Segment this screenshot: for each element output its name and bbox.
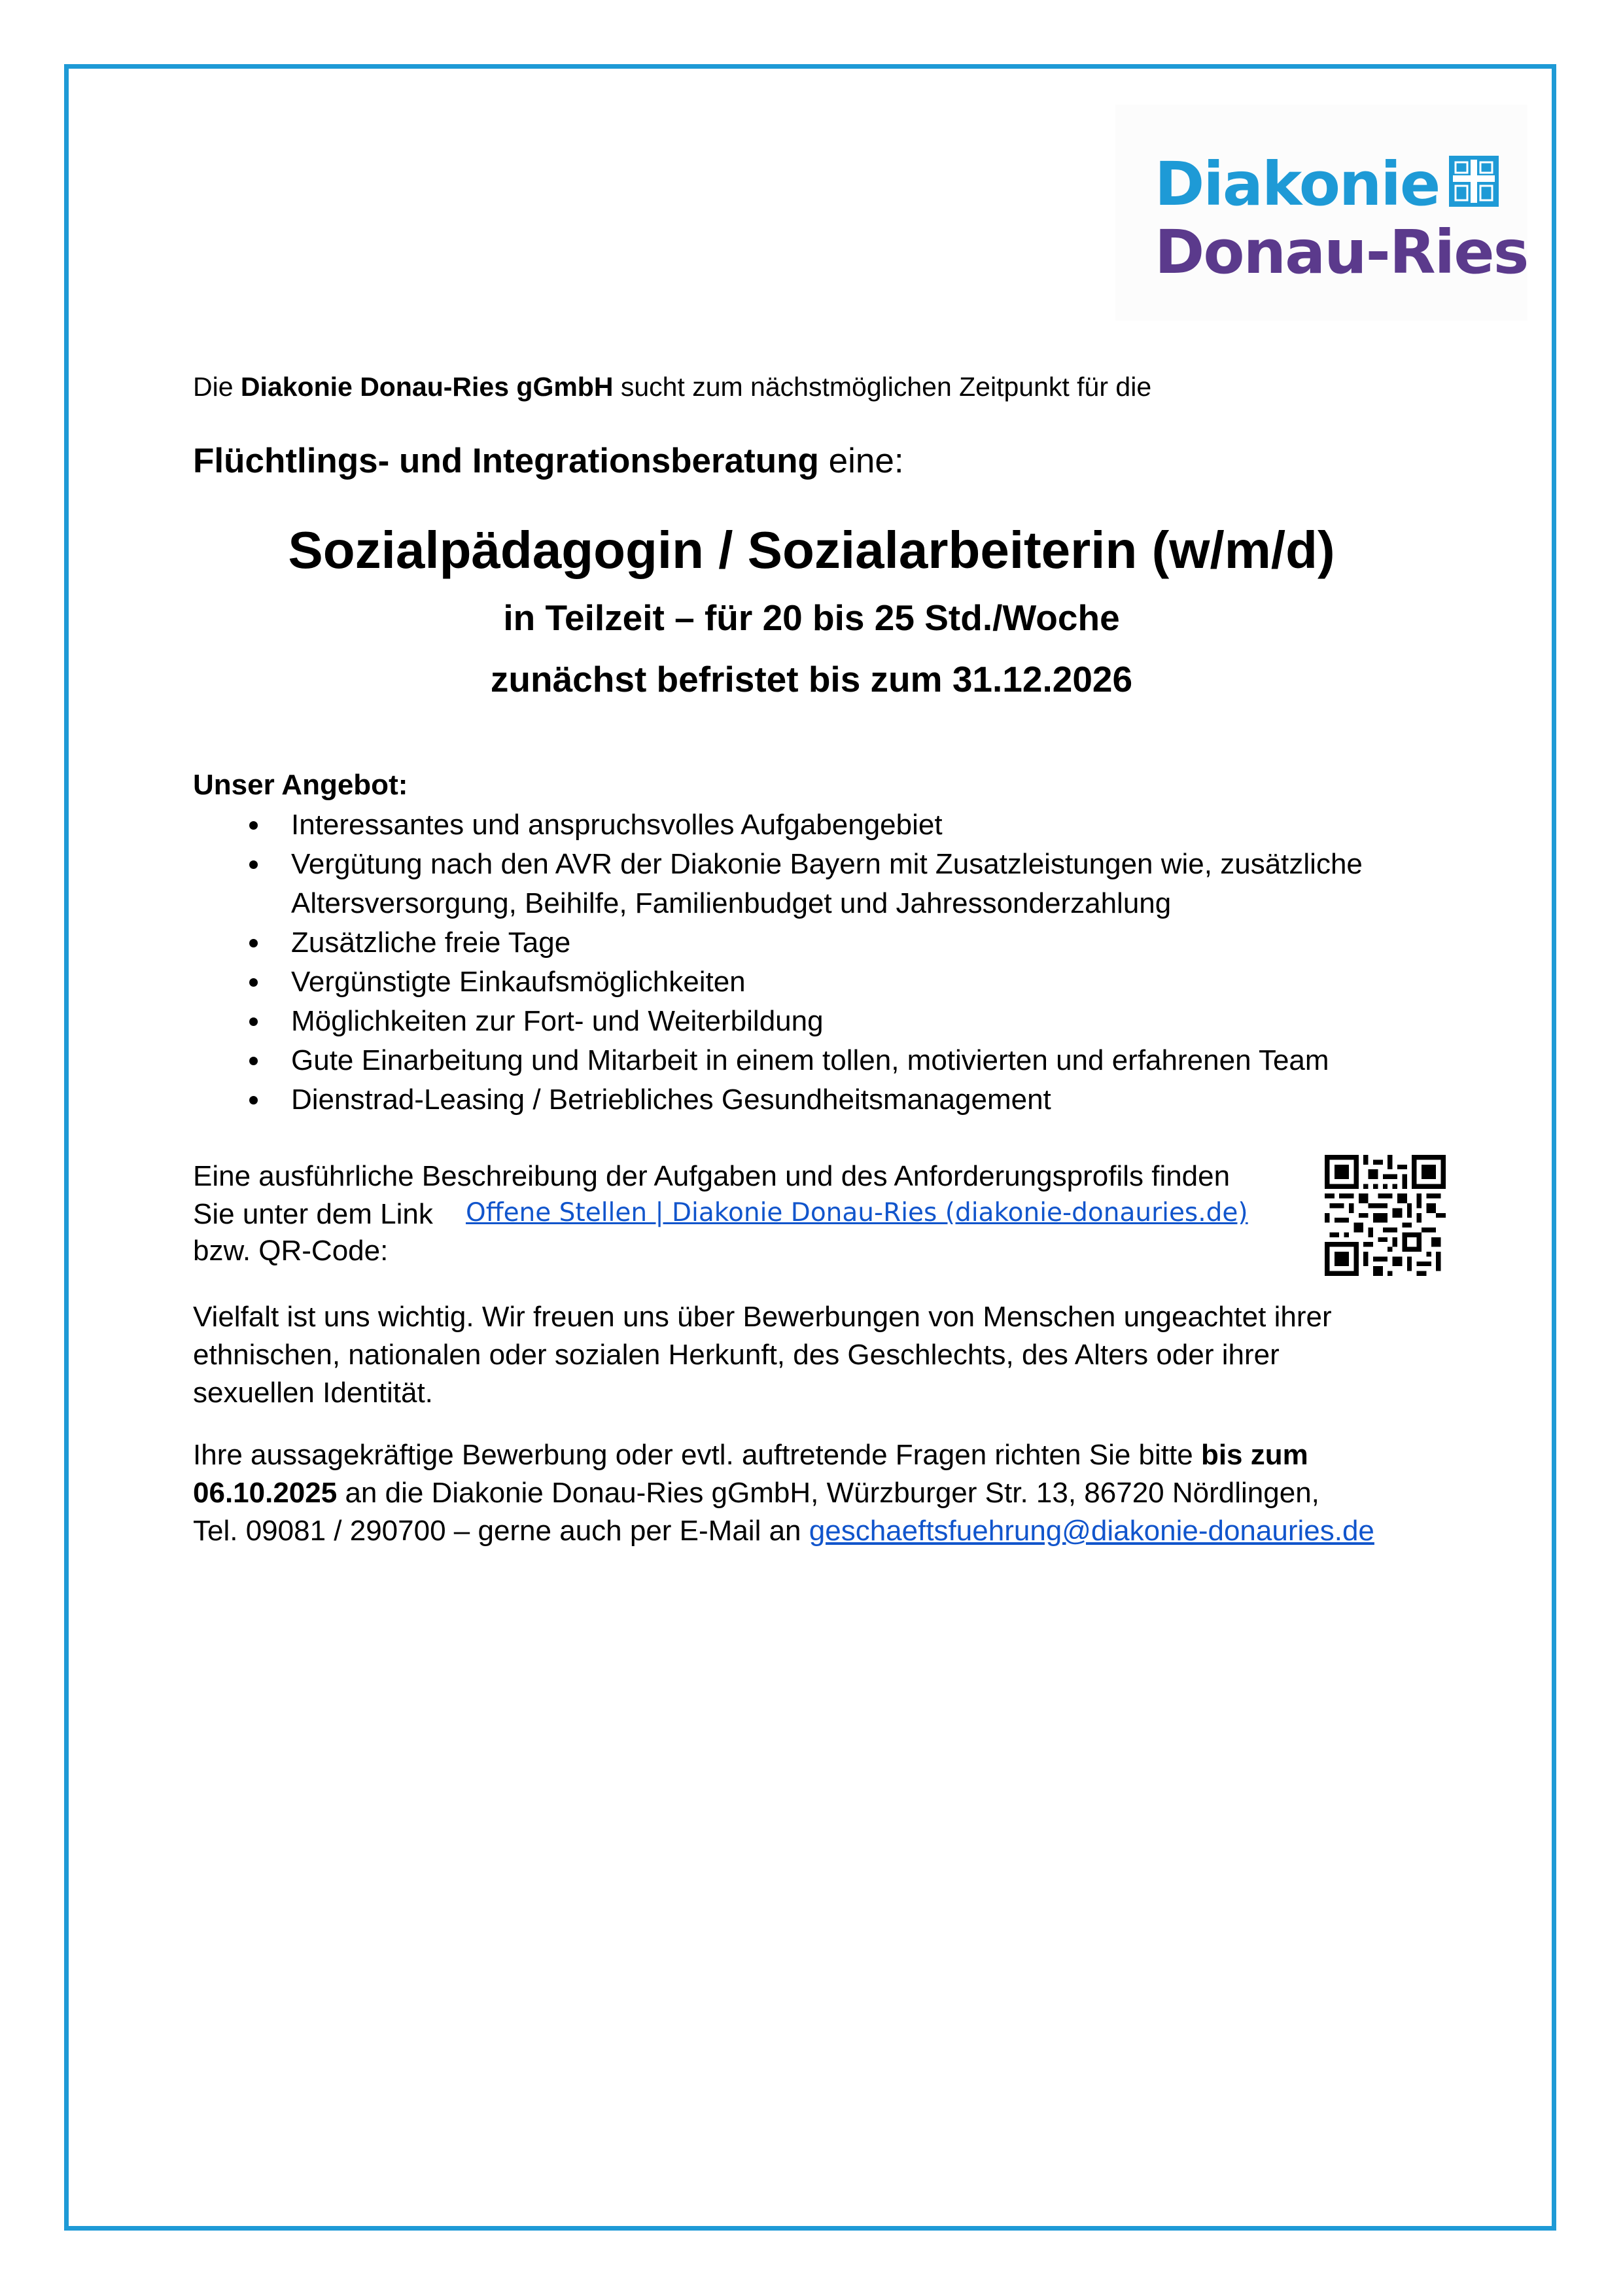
application-text: Ihre aussagekräftige Bewerbung oder evtl. auftretende Fragen richten Sie bitte (193, 1439, 1201, 1471)
offer-heading: Unser Angebot: (193, 769, 408, 801)
email-link[interactable]: geschaeftsfuehrung@diakonie-donauries.de (809, 1515, 1374, 1547)
diversity-line: sexuellen Identität. (193, 1377, 433, 1409)
list-item (193, 805, 1449, 845)
department-line (193, 441, 904, 481)
diversity-line: Vielfalt ist uns wichtig. Wir freuen uns über Bewerbungen von Menschen ungeachtet ihrer (193, 1301, 1332, 1333)
description-line-2: Sie unter dem Link (193, 1198, 433, 1230)
bullet-icon (249, 1096, 258, 1104)
offer-item-text: Zusätzliche freie Tage (291, 927, 571, 959)
intro-suffix: sucht zum nächstmöglichen Zeitpunkt für die (613, 372, 1152, 402)
job-offers-link[interactable]: Offene Stellen | Diakonie Donau-Ries (diakonie-donauries.de) (466, 1198, 1248, 1227)
list-item (193, 923, 1449, 963)
logo-line-1: Diakonie (1155, 149, 1440, 219)
logo-line-2: Donau-Ries (1155, 217, 1528, 287)
description-line-3: bzw. QR-Code: (193, 1235, 389, 1267)
intro-prefix: Die (193, 372, 241, 402)
list-item (193, 963, 1449, 1002)
offer-item-text: Altersversorgung, Beihilfe, Familienbudget und Jahressonderzahlung (291, 887, 1172, 919)
diversity-line: ethnischen, nationalen oder sozialen Herkunft, des Geschlechts, des Alters oder ihrer (193, 1339, 1280, 1371)
application-deadline-prefix: bis zum (1200, 1439, 1308, 1471)
job-title: Sozialpädagogin / Sozialarbeiterin (w/m/d) (288, 521, 1335, 579)
offer-list (193, 805, 1449, 1120)
list-item (193, 1041, 1449, 1080)
department-name: Flüchtlings- und Integrationsberatung (193, 442, 819, 480)
description-line-1: Eine ausführliche Beschreibung der Aufgaben und des Anforderungsprofils finden (193, 1160, 1230, 1192)
diakonie-cross-icon (1449, 156, 1499, 207)
offer-item-text: Möglichkeiten zur Fort- und Weiterbildung (291, 1005, 824, 1037)
list-item (193, 1080, 1449, 1120)
bullet-icon (249, 821, 258, 830)
bullet-icon (249, 1017, 258, 1026)
diakonie-logo (1115, 105, 1527, 321)
application-contact: Tel. 09081 / 290700 – gerne auch per E-Mail an (193, 1515, 809, 1547)
department-suffix: eine: (818, 442, 904, 480)
intro-text (193, 372, 1151, 402)
offer-item-text: Vergünstigte Einkaufsmöglichkeiten (291, 966, 746, 998)
application-deadline-date: 06.10.2025 (193, 1477, 338, 1509)
offer-item-text: Interessantes und anspruchsvolles Aufgabengebiet (291, 809, 943, 841)
list-item (193, 1002, 1449, 1041)
application-address: an die Diakonie Donau-Ries gGmbH, Würzburger Str. 13, 86720 Nördlingen, (337, 1477, 1319, 1509)
application-paragraph (193, 1436, 1469, 1550)
job-hours: in Teilzeit – für 20 bis 25 Std./Woche (503, 597, 1120, 638)
diversity-paragraph (193, 1298, 1469, 1412)
bullet-icon (249, 978, 258, 987)
offer-item-text: Dienstrad-Leasing / Betriebliches Gesundheitsmanagement (291, 1084, 1051, 1116)
intro-org: Diakonie Donau-Ries gGmbH (240, 372, 614, 402)
bullet-icon (249, 939, 258, 947)
bullet-icon (249, 860, 258, 869)
list-item (193, 845, 1449, 923)
job-term: zunächst befristet bis zum 31.12.2026 (490, 659, 1133, 699)
qr-code-icon[interactable] (1325, 1155, 1446, 1276)
bullet-icon (249, 1057, 258, 1065)
offer-item-text: Gute Einarbeitung und Mitarbeit in einem tollen, motivierten und erfahrenen Team (291, 1044, 1329, 1076)
offer-item-text: Vergütung nach den AVR der Diakonie Bayern mit Zusatzleistungen wie, zusätzliche (291, 848, 1363, 880)
